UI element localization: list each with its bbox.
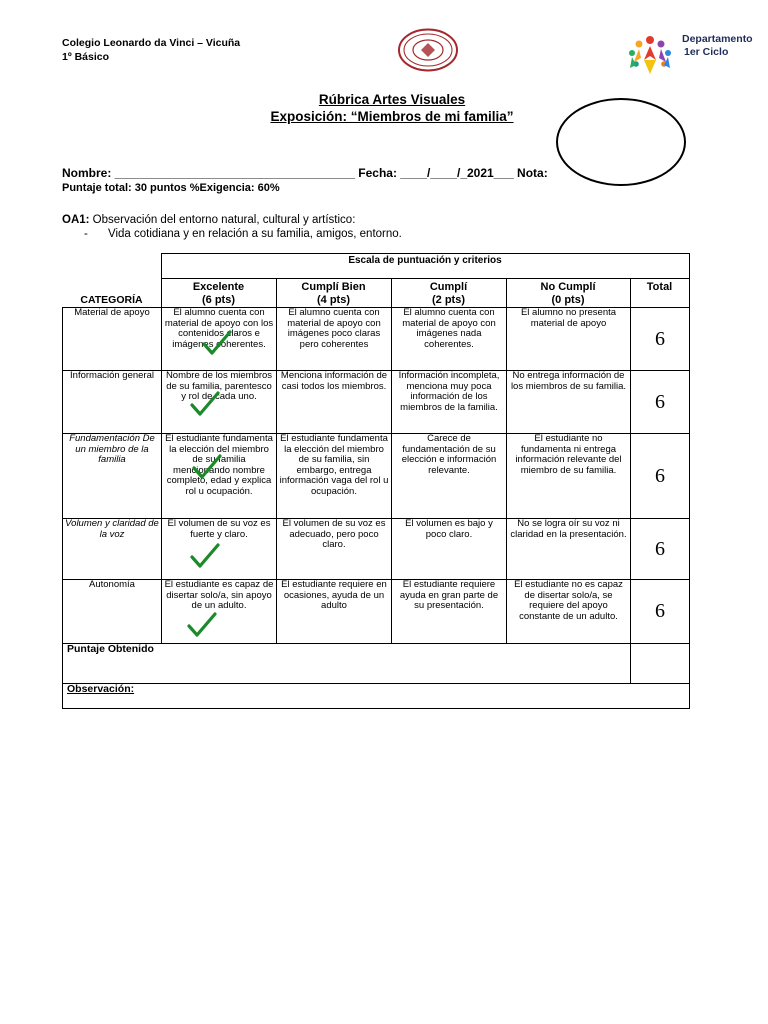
criterion-cell: El estudiante requiere en ocasiones, ayuda de un adulto [277,580,392,644]
criterion-cell: El estudiante requiere ayuda en gran parte de su presentación. [392,580,507,644]
level-header-no-cumpli: No Cumplí (0 pts) [506,279,630,308]
category-header: CATEGORÍA [80,294,143,307]
level-header-cumpli-bien: Cumplí Bien (4 pts) [276,279,391,308]
score-obtained-label: Puntaje Obtenido [63,644,631,684]
rubric-body [62,307,690,709]
table-row [63,434,690,519]
criterion-cell: El estudiante es capaz de disertar solo/a, sin apoyo de un adulto. [162,580,277,644]
criterion-cell: El volumen de su voz es adecuado, pero poco claro. [277,519,392,580]
department-line1: Departamento [682,33,753,45]
objective-section [62,213,402,241]
category-autonomia: Autonomía [63,580,162,644]
objective-label: OA1: [62,214,90,226]
criterion-cell: El alumno cuenta con material de apoyo con imágenes poco claras pero coherentes [277,308,392,371]
check-mark-icon [190,543,220,569]
document-subtitle: Exposición: “Miembros de mi familia” [270,109,514,124]
criterion-cell: Carece de fundamentación de su elección e información relevante. [392,434,507,519]
grade-oval [556,98,686,186]
criterion-cell: Menciona información de casi todos los miembros. [277,371,392,434]
criterion-cell: El volumen de su voz es fuerte y claro. [162,519,277,580]
criterion-cell: El estudiante no es capaz de disertar solo/a, se requiere del apoyo constante de un adulto. [507,580,631,644]
document-title: Rúbrica Artes Visuales [318,92,466,107]
criterion-cell: El alumno cuenta con material de apoyo con imágenes nada coherentes. [392,308,507,371]
criterion-cell: El alumno cuenta con material de apoyo con los contenidos claros e imágenes coherentes. [162,308,277,371]
criterion-cell: El estudiante no fundamenta ni entrega información relevante del miembro de su familia. [507,434,631,519]
school-seal-logo [397,28,459,72]
department-logo [624,26,676,80]
level-header-cumpli: Cumplí (2 pts) [391,279,506,308]
department-name [682,33,753,59]
school-header [62,36,240,64]
check-mark-icon [187,612,217,638]
category-volumen-claridad: Volumen y claridad de la voz [63,519,162,580]
name-date-line: Nombre: ____________________________________ Fecha: ____/____/_2021___ Nota: [62,166,548,180]
criterion-cell: El volumen es bajo y poco claro. [392,519,507,580]
grade-label: 1º Básico [62,51,110,63]
observation-label: Observación: [67,683,135,695]
table-row [63,519,690,580]
objective-bullet: Vida cotidiana y en relación a su familia, amigos, entorno. [108,228,402,240]
score-line: Puntaje total: 30 puntos %Exigencia: 60% [62,182,280,194]
check-mark-icon [192,454,222,480]
row-total: 6 [631,434,690,519]
score-obtained-value [631,644,690,684]
check-mark-icon [202,330,232,356]
table-row [63,371,690,434]
row-total: 6 [631,371,690,434]
table-row [63,308,690,371]
category-material-de-apoyo: Material de apoyo [63,308,162,371]
criterion-cell: El alumno no presenta material de apoyo [507,308,631,371]
category-fundamentacion: Fundamentación De un miembro de la familia [63,434,162,519]
criterion-cell: No se logra oír su voz ni claridad en la presentación. [507,519,631,580]
row-total: 6 [631,580,690,644]
objective-text: Observación del entorno natural, cultural y artístico: [89,214,356,226]
row-total: 6 [631,308,690,371]
scale-header: Escala de puntuación y criterios [161,254,689,279]
category-header-cell [62,254,161,308]
score-obtained-row [63,644,690,684]
total-header: Total [630,279,689,308]
criterion-cell: El estudiante fundamenta la elección del miembro de su familia, sin embargo, entrega información vaga del rol u ocupación. [277,434,392,519]
category-informacion-general: Información general [63,371,162,434]
bullet-dash: - [84,228,88,240]
rubric-table [62,253,690,308]
criterion-cell: El estudiante fundamenta la elección del miembro de su familia mencionando nombre completo, edad y explica rol u ocupación. [162,434,277,519]
school-name: Colegio Leonardo da Vinci – Vicuña [62,37,241,49]
row-total: 6 [631,519,690,580]
observation-row [63,684,690,709]
level-header-excelente: Excelente (6 pts) [161,279,276,308]
criterion-cell: Nombre de los miembros de su familia, parentesco y rol de cada uno. [162,371,277,434]
observation-cell [63,684,690,709]
criterion-cell: Información incompleta, menciona muy poca información de los miembros de la familia. [392,371,507,434]
department-line2: 1er Ciclo [684,46,729,58]
check-mark-icon [190,391,220,417]
criterion-cell: No entrega información de los miembros de su familia. [507,371,631,434]
table-row [63,580,690,644]
